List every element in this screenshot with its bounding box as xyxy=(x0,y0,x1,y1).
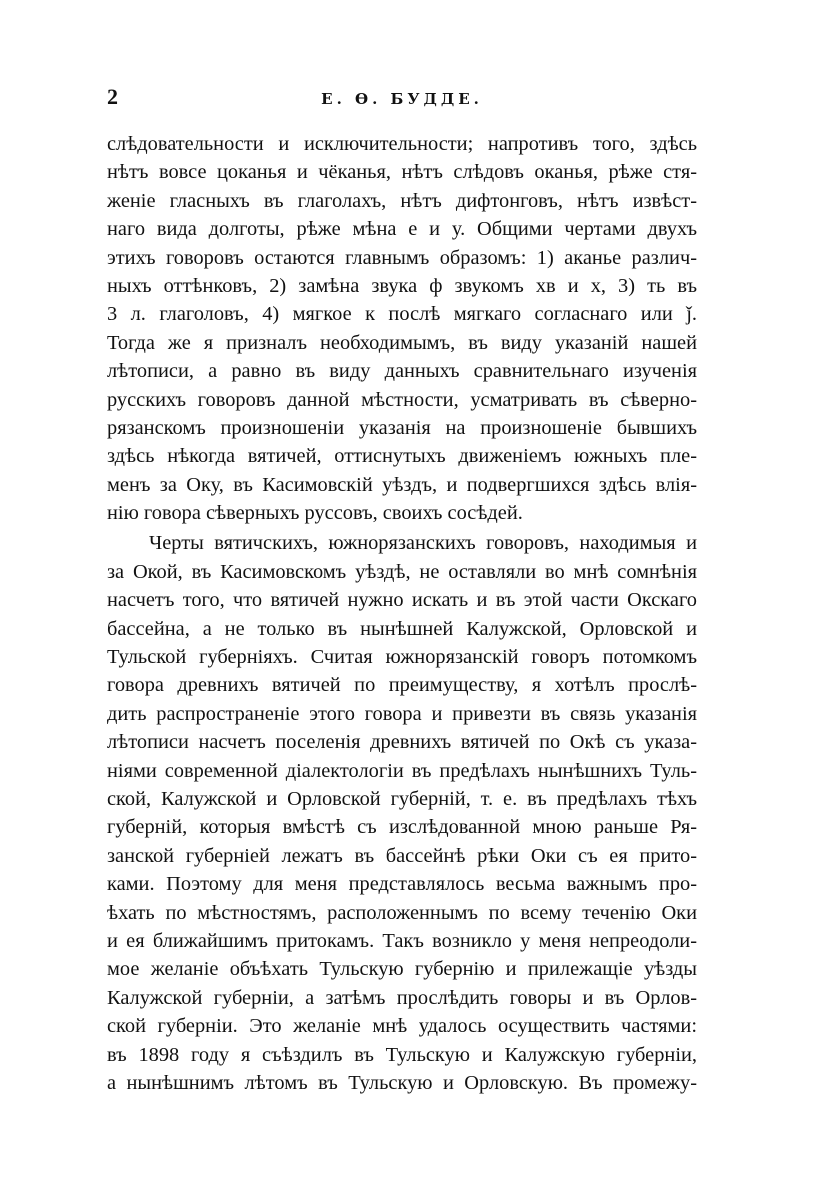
text-line: женіе гласныхъ въ глаголахъ, нѣтъ дифтонговъ, нѣтъ извѣст- xyxy=(107,189,697,212)
text-line: лѣтописи, а равно въ виду данныхъ сравнительнаго изученія xyxy=(107,360,697,383)
text-line: Черты вятичскихъ, южнорязанскихъ говоровъ, находимыя и xyxy=(149,532,697,555)
text-line: здѣсь нѣкогда вятичей, оттиснутыхъ движеніемъ южныхъ пле- xyxy=(107,445,697,468)
text-line: лѣтописи насчетъ поселенія древнихъ вятичей по Окѣ съ указа- xyxy=(107,731,697,754)
text-line: русскихъ говоровъ данной мѣстности, усматривать въ сѣверно- xyxy=(107,388,697,411)
text-line: мое желаніе объѣхать Тульскую губернію и прилежащіе уѣзды xyxy=(107,958,697,981)
text-line: ской, Калужской и Орловской губерній, т. е. въ предѣлахъ тѣхъ xyxy=(107,787,697,810)
body-text xyxy=(107,130,697,1097)
text-line: ніями современной діалектологіи въ предѣлахъ нынѣшнихъ Туль- xyxy=(107,759,697,782)
text-line: дить распространеніе этого говора и привезти въ связь указанія xyxy=(107,702,697,725)
page-number: 2 xyxy=(107,84,118,109)
page-header xyxy=(107,84,697,114)
text-line: Калужской губерніи, а затѣмъ прослѣдить говоры и въ Орлов- xyxy=(107,986,697,1009)
text-line: бассейна, а не только въ нынѣшней Калужской, Орловской и xyxy=(107,617,697,640)
text-line: менъ за Оку, въ Касимовскій уѣздъ, и подвергшихся здѣсь влія- xyxy=(107,473,697,496)
text-line: нію говора сѣверныхъ руссовъ, своихъ сосѣдей. xyxy=(107,502,523,525)
text-line: слѣдовательности и исключительности; напротивъ того, здѣсь xyxy=(107,133,697,155)
text-line: и ея ближайшимъ притокамъ. Такъ возникло у меня непреодоли- xyxy=(107,929,697,952)
text-line: этихъ говоровъ остаются главнымъ образомъ: 1) аканье различ- xyxy=(107,246,697,269)
text-line: ѣхать по мѣстностямъ, расположеннымъ по всему теченію Оки xyxy=(107,901,697,924)
text-line: Тульской губерніяхъ. Считая южнорязанскій говоръ потомкомъ xyxy=(107,646,697,669)
text-line: говора древнихъ вятичей по преимуществу, я хотѣлъ прослѣ- xyxy=(107,674,697,697)
running-head: Е. Ѳ. БУДДЕ. xyxy=(321,90,483,108)
text-line: ныхъ оттѣнковъ, 2) замѣна звука ф звукомъ хв и х, 3) ть въ xyxy=(107,274,697,297)
text-line: занской губерніей лежатъ въ бассейнѣ рѣки Оки съ ея прито- xyxy=(107,844,697,867)
text-line: Тогда же я призналъ необходимымъ, въ виду указаній нашей xyxy=(107,331,697,354)
text-line: а нынѣшнимъ лѣтомъ въ Тульскую и Орловскую. Въ промежу- xyxy=(107,1071,697,1094)
text-line: въ 1898 году я съѣздилъ въ Тульскую и Калужскую губерніи, xyxy=(107,1043,697,1066)
text-line: губерній, которыя вмѣстѣ съ изслѣдованной мною раньше Ря- xyxy=(107,816,697,839)
text-line: ской губерніи. Это желаніе мнѣ удалось осуществить частями: xyxy=(107,1015,697,1038)
text-line: насчетъ того, что вятичей нужно искать и въ этой части Окскаго xyxy=(107,589,697,612)
text-line: 3 л. глаголовъ, 4) мягкое к послѣ мягкаго согласнаго или ǰ. xyxy=(107,303,697,326)
text-line: наго вида долготы, рѣже мѣна е и у. Общими чертами двухъ xyxy=(107,218,697,241)
text-line: за Окой, въ Касимовскомъ уѣздѣ, не оставляли во мнѣ сомнѣнія xyxy=(107,560,697,583)
text-line: ками. Поэтому для меня представлялось весьма важнымъ про- xyxy=(107,873,697,896)
text-line: нѣтъ вовсе цоканья и чёканья, нѣтъ слѣдовъ оканья, рѣже стя- xyxy=(107,161,697,184)
text-line: рязанскомъ произношеніи указанія на произношеніе бывшихъ xyxy=(107,416,697,439)
paragraph-2 xyxy=(107,529,697,1097)
paragraph-1 xyxy=(107,130,697,527)
